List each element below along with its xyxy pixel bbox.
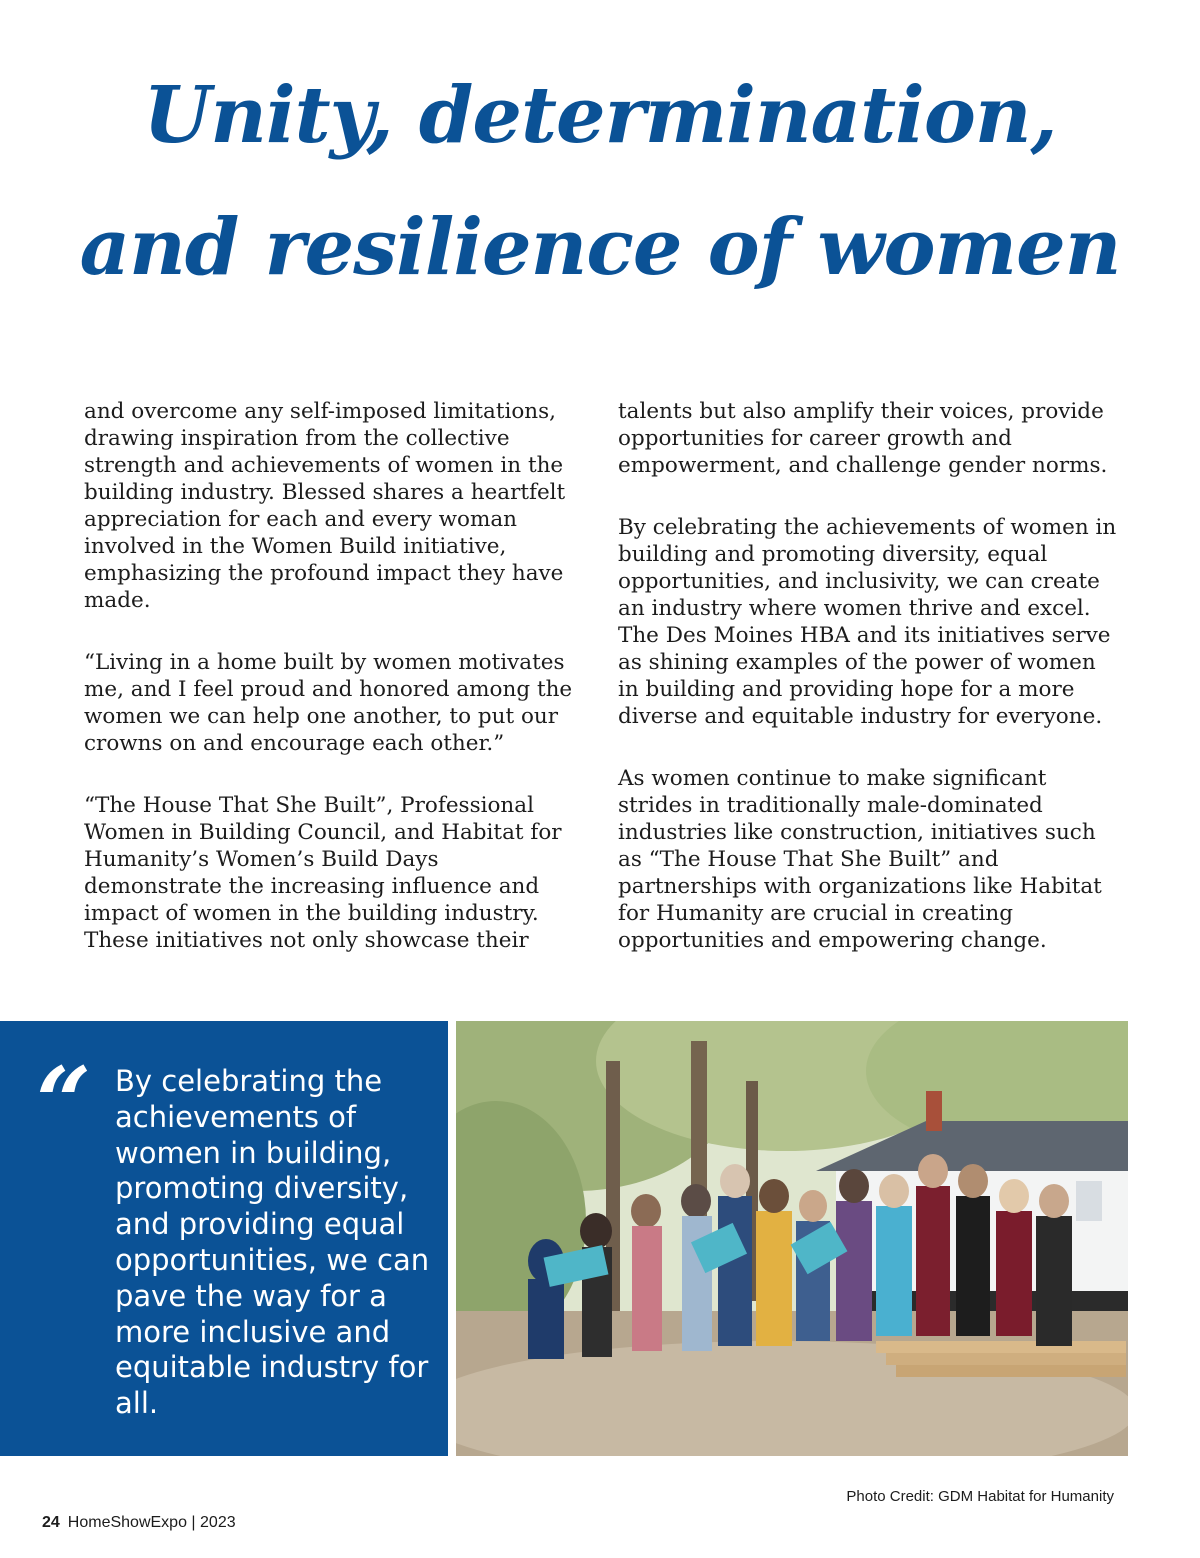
quote-mark-icon: “ xyxy=(36,1046,92,1159)
article-column-left xyxy=(84,398,574,989)
page-number: 24 xyxy=(42,1514,60,1531)
article-paragraph: “Living in a home built by women motivates me, and I feel proud and honored among the women we can help one another, to put our crowns on and encourage each other.” xyxy=(84,650,573,756)
title-line-2: and resilience of women xyxy=(79,202,1121,293)
title-line-1: Unity, determination, xyxy=(143,70,1057,161)
article-paragraph: By celebrating the achievements of women in building and promoting diversity, equal opportunities, and inclusivity, we can create an industry where women thrive and excel. The Des Moines HBA and its initiatives serve as shining examples of the power of women in building and providing hope for a more diverse and equitable industry for everyone. xyxy=(618,515,1117,729)
article-paragraph: “The House That She Built”, Professional Women in Building Council, and Habitat for Humanity’s Women’s Build Days demonstrate the increasing influence and impact of women in the building industry. These initiatives not only showcase their xyxy=(84,793,562,953)
page-title xyxy=(0,50,1200,314)
group-photo xyxy=(456,1021,1128,1456)
article-paragraph: As women continue to make significant strides in traditionally male-dominated industries like construction, initiatives such as “The House That She Built” and partnerships with organizations like Habitat for Humanity are crucial in creating opportunities and empowering change. xyxy=(618,766,1102,953)
group-photo-illustration xyxy=(456,1021,1128,1456)
article-paragraph: and overcome any self-imposed limitations, drawing inspiration from the collective strength and achievements of women in the building industry. Blessed shares a heartfelt appreciation for each and every woman involved in the Women Build initiative, emphasizing the profound impact they have made. xyxy=(84,399,566,613)
photo-credit: Photo Credit: GDM Habitat for Humanity xyxy=(846,1488,1114,1505)
article-paragraph: talents but also amplify their voices, provide opportunities for career growth and empowerment, and challenge gender norms. xyxy=(618,399,1108,478)
publication-name: HomeShowExpo | 2023 xyxy=(67,1514,236,1531)
page-footer xyxy=(42,1514,236,1532)
article-column-right xyxy=(618,398,1118,989)
pullquote-text: By celebrating the achievements of women in building, promoting diversity, and providing equal opportunities, we can pave the way for a more inclusive and equitable industry for all. xyxy=(115,1064,430,1421)
